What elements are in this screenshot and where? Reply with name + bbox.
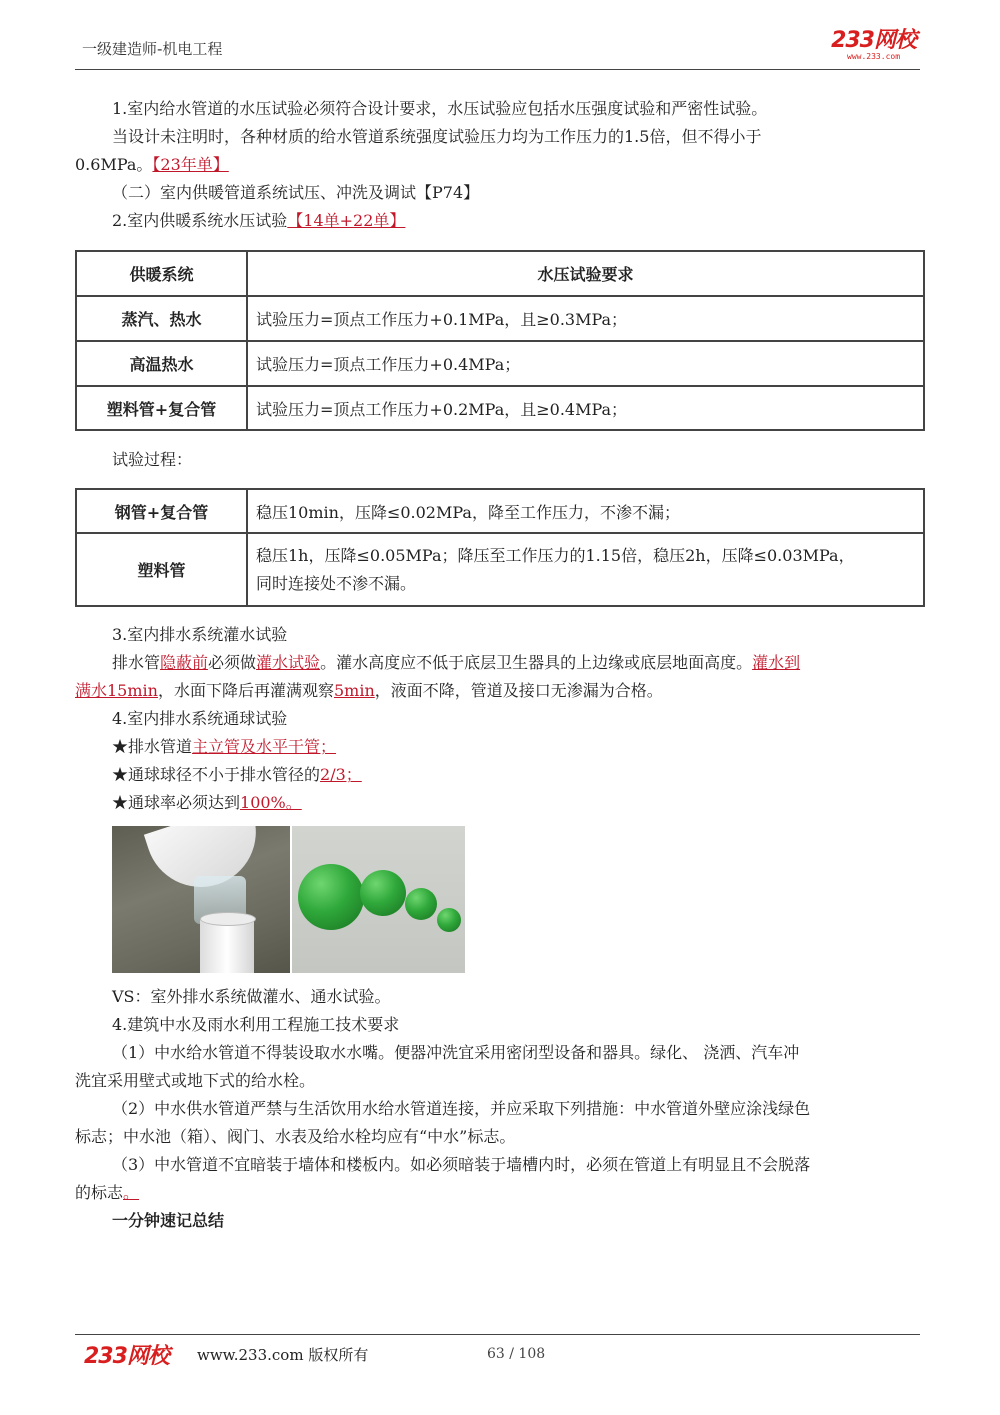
table-row	[76, 386, 924, 430]
paragraph-5: 3.室内排水系统灌水试验	[112, 625, 288, 644]
table-header-cell: 水压试验要求	[247, 251, 924, 296]
text-run: 。灌水高度应不低于底层卫生器具的上边缘或底层地面高度。	[320, 653, 753, 672]
text-run: ，水面下降后再灌满观察	[157, 681, 334, 700]
heating-pressure-table	[75, 250, 925, 431]
table-row	[76, 489, 924, 533]
text-run: ，液面不降，管道及接口无渗漏为合格。	[374, 681, 663, 700]
paragraph-14b: 洗宜采用壁式或地下式的给水栓。	[75, 1071, 316, 1090]
process-label: 试验过程：	[112, 450, 193, 469]
table-row	[76, 341, 924, 386]
table-header-cell: 供暖系统	[76, 251, 247, 296]
summary-heading: 一分钟速记总结	[112, 1211, 225, 1230]
table-cell: 试验压力=顶点工作压力+0.2MPa，且≥0.4MPa；	[247, 386, 924, 430]
paragraph-7	[75, 680, 663, 702]
paragraph-14a: （1）中水给水管道不得装设取水水嘴。便器冲洗宜采用密闭型设备和器具。绿化、 浇洒、汽车冲	[112, 1043, 800, 1062]
header-title: 一级建造师-机电工程	[82, 40, 223, 58]
paragraph-4	[112, 210, 405, 232]
paragraph-6	[112, 652, 800, 674]
highlight: 满水15min	[75, 681, 158, 700]
highlight: 。	[123, 1183, 140, 1202]
table-row	[76, 296, 924, 341]
text-run: 排水管	[112, 653, 161, 672]
cell-line: 稳压1h，压降≤0.05MPa；降压至工作压力的1.15倍，稳压2h，压降≤0.03MPa，	[256, 545, 855, 565]
bullet-2	[112, 764, 362, 786]
paragraph-15a: （2）中水供水管道严禁与生活饮用水给水管道连接，并应采取下列措施：中水管道外壁应涂浅绿色	[112, 1099, 811, 1118]
logo-text: 233网校	[831, 28, 916, 53]
highlight: 灌水到	[752, 653, 801, 672]
bullet-3	[112, 792, 302, 814]
brand-logo[interactable]	[831, 30, 916, 61]
table-cell: 试验压力=顶点工作压力+0.4MPa；	[247, 341, 924, 386]
table-cell: 塑料管+复合管	[76, 386, 247, 430]
logo-url: www.233.com	[847, 52, 901, 61]
bullet-1	[112, 736, 336, 758]
table-cell: 稳压10min，压降≤0.02MPa，降至工作压力，不渗不漏；	[247, 489, 924, 533]
test-photo	[112, 826, 465, 973]
water-pouring-photo	[112, 826, 290, 973]
paragraph-12: VS：室外排水系统做灌水、通水试验。	[112, 987, 391, 1006]
table-cell: 蒸汽、热水	[76, 296, 247, 341]
exam-tag: 【23年单】	[152, 155, 229, 174]
text-run: 的标志	[75, 1183, 124, 1202]
paragraph-13: 4.建筑中水及雨水利用工程施工技术要求	[112, 1015, 400, 1034]
green-ball	[298, 864, 364, 930]
green-ball	[437, 908, 461, 932]
green-ball	[405, 888, 437, 920]
highlight: 100%。	[240, 793, 302, 812]
footer-divider	[75, 1334, 920, 1335]
paragraph-16b	[75, 1182, 139, 1204]
table-cell: 试验压力=顶点工作压力+0.1MPa，且≥0.3MPa；	[247, 296, 924, 341]
table-cell	[247, 533, 924, 606]
paragraph-15b: 标志；中水池（箱）、阀门、水表及给水栓均应有“中水”标志。	[75, 1127, 516, 1146]
table-cell: 高温热水	[76, 341, 247, 386]
footer-copyright: www.233.com 版权所有	[197, 1346, 369, 1364]
paragraph-1: 1.室内给水管道的水压试验必须符合设计要求，水压试验应包括水压强度试验和严密性试验。	[112, 99, 768, 118]
text-run: ★排水管道	[112, 737, 193, 756]
highlight: 2/3；	[320, 765, 362, 784]
highlight: 主立管及水平干管；	[192, 737, 337, 756]
test-process-table	[75, 488, 925, 607]
header-divider	[75, 69, 920, 70]
test-balls-photo	[292, 826, 465, 973]
table-cell: 塑料管	[76, 533, 247, 606]
paragraph-8: 4.室内排水系统通球试验	[112, 709, 288, 728]
exam-tag: 【14单+22单】	[287, 211, 406, 230]
section-heading: （二）室内供暖管道系统试压、冲洗及调试【P74】	[112, 183, 480, 202]
highlight: 隐蔽前	[160, 653, 209, 672]
paragraph-16a: （3）中水管道不宜暗装于墙体和楼板内。如必须暗装于墙槽内时，必须在管道上有明显且不会脱落	[112, 1155, 811, 1174]
paragraph-2b	[75, 154, 229, 176]
table-row	[76, 533, 924, 606]
paragraph-2a: 当设计未注明时，各种材质的给水管道系统强度试验压力均为工作压力的1.5倍，但不得小于	[112, 127, 762, 146]
green-ball	[360, 870, 406, 916]
highlight: 5min	[333, 681, 375, 700]
highlight: 灌水试验	[256, 653, 321, 672]
footer-logo[interactable]: 233网校	[84, 1344, 169, 1369]
text-run: 必须做	[208, 653, 257, 672]
page-number: 63 / 108	[487, 1346, 546, 1362]
cell-line: 同时连接处不渗不漏。	[256, 573, 417, 593]
paragraph-2b-text: 0.6MPa。	[75, 155, 153, 174]
text-run: ★通球率必须达到	[112, 793, 241, 812]
table-cell: 钢管+复合管	[76, 489, 247, 533]
paragraph-4-text: 2.室内供暖系统水压试验	[112, 211, 288, 230]
text-run: ★通球球径不小于排水管径的	[112, 765, 321, 784]
